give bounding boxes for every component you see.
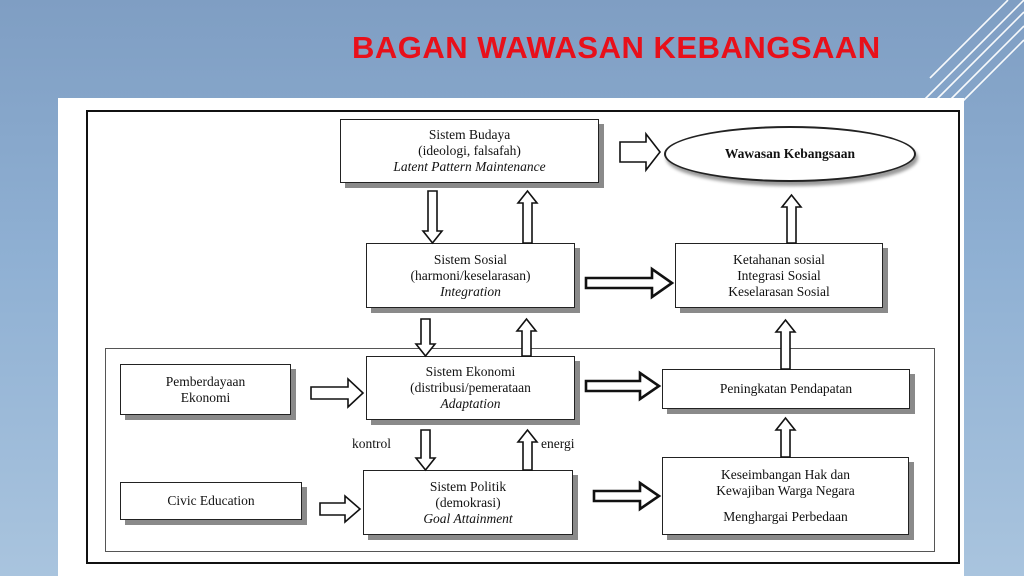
box-sistem-budaya-line1: Sistem Budaya [428, 127, 511, 142]
arrow-politik-to-ekonomi [518, 430, 537, 470]
label-kontrol: kontrol [352, 436, 391, 451]
box-pendapatan-line1: Peningkatan Pendapatan [719, 381, 853, 396]
box-ketahanan-line3: Keselarasan Sosial [728, 283, 830, 299]
label-energi: energi [541, 436, 575, 451]
box-keseimbangan-line3: Menghargai Perbedaan [723, 509, 848, 524]
box-sistem-ekonomi-line3: Adaptation [440, 396, 501, 411]
box-pemberdayaan-line2: Ekonomi [180, 389, 231, 405]
box-ketahanan-line1: Ketahanan sosial [733, 251, 825, 267]
arrow-budaya-to-sosial [423, 191, 442, 243]
box-sistem-budaya-line3: Latent Pattern Maintenance [393, 159, 546, 174]
box-civic-line1: Civic Education [167, 493, 255, 508]
arrow-sosial-to-ekonomi [416, 319, 435, 356]
box-sistem-ekonomi-line1: Sistem Ekonomi [425, 364, 516, 379]
box-pemberdayaan-line1: Pemberdayaan [165, 373, 246, 389]
box-keseimbangan-line1: Keseimbangan Hak dan [721, 467, 850, 482]
box-sistem-sosial-line3: Integration [440, 283, 501, 299]
arrow-keseimbangan-to-pendapatan [776, 418, 795, 457]
arrow-civic-to-politik [320, 496, 360, 522]
arrow-ketahanan-to-wawasan [782, 195, 801, 243]
slide-title: BAGAN WAWASAN KEBANGSAAN [352, 30, 881, 65]
arrow-sosial-to-budaya [518, 191, 537, 243]
arrow-budaya-to-wawasan [620, 134, 660, 170]
arrow-ekonomi-to-sosial [517, 319, 536, 356]
box-ketahanan-line2: Integrasi Sosial [737, 267, 821, 283]
box-sistem-sosial-line2: (harmoni/keselarasan) [410, 267, 531, 283]
wawasan-kebangsaan-label: Wawasan Kebangsaan [724, 146, 856, 161]
box-sistem-politik-line2: (demokrasi) [435, 494, 501, 510]
box-sistem-politik-line3: Goal Attainment [423, 510, 513, 526]
arrow-politik-to-keseimbangan [594, 483, 659, 509]
box-sistem-sosial-line1: Sistem Sosial [433, 251, 508, 267]
arrow-pendapatan-to-ketahanan [776, 320, 795, 369]
box-sistem-budaya-line2: (ideologi, falsafah) [418, 143, 521, 158]
arrow-sosial-to-ketahanan [586, 269, 672, 297]
box-sistem-ekonomi-line2: (distribusi/pemerataan [410, 380, 531, 395]
arrow-ekonomi-to-politik [416, 430, 435, 470]
arrow-pemberdayaan-to-ekonomi [311, 379, 363, 407]
box-keseimbangan-line2: Kewajiban Warga Negara [716, 483, 855, 498]
arrow-ekonomi-to-pendapatan [586, 373, 659, 399]
box-sistem-politik-line1: Sistem Politik [429, 478, 507, 494]
